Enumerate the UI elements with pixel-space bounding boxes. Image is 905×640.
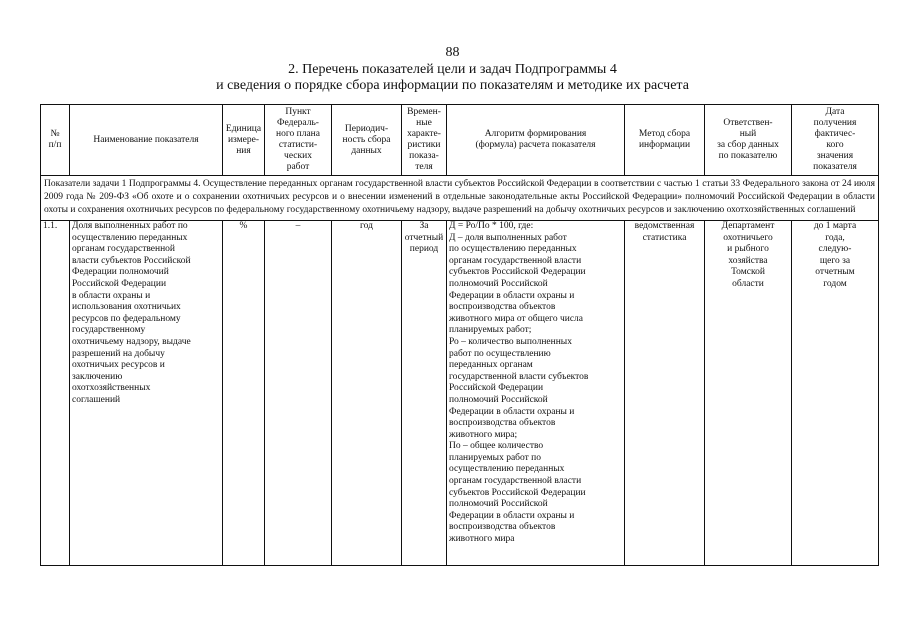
text-line: Времен- — [407, 107, 441, 117]
text-line: субъектов Российской Федерации — [449, 267, 586, 278]
text-line: ристики — [407, 140, 441, 150]
cell-federal-plan: – — [265, 221, 332, 566]
text-line: воспроизводства объектов — [449, 522, 556, 533]
text-line: в области охраны и — [72, 290, 151, 301]
text-line: ного плана — [276, 129, 320, 139]
text-line: Наименование показателя — [93, 134, 199, 145]
header-actual-date — [792, 105, 879, 176]
text-line: работ — [286, 162, 310, 172]
cell-number: 1.1. — [41, 221, 70, 566]
text-line: Д = Ро/По * 100, где: — [449, 221, 534, 231]
header-unit — [223, 105, 265, 176]
header-indicator-name — [70, 105, 223, 176]
text-line: за сбор данных — [717, 140, 779, 150]
text-line: животного мира от общего числа — [449, 313, 583, 324]
text-line: охотничьих ресурсов и — [72, 360, 165, 371]
text-line: власти субъектов Российской — [72, 255, 191, 266]
text-line: № — [50, 129, 60, 139]
table-row — [41, 221, 879, 566]
text-line: переданных органам — [449, 360, 533, 371]
text-line: полномочий Российской — [449, 394, 548, 405]
text-line: Пункт — [285, 107, 311, 117]
section-text: Показатели задачи 1 Подпрограммы 4. Осуществление переданных органам государственной власти субъектов Российской Федерации в соответствии с частью 1 статьи 33 Федерального закона от 24 июля 2009 года № 209-ФЗ «Об охоте и о сохранении охотничьих ресурсов и о внесении изменений в отдельные законодательные акты Российской Федерации» полномочий Российской Федерации в области охоты и сохранения охотничьих ресурсов по федеральному государственному охотничьему надзору, выдаче разрешений на добычу охотничьих ресурсов и заключению охотхозяйственных соглашений — [41, 176, 879, 221]
text-line: фактичес- — [814, 129, 856, 139]
title-line-2: и сведения о порядке сбора информации по показателям и методике их расчета — [216, 78, 689, 93]
text-line: данных — [351, 145, 382, 156]
text-line: охотхозяйственных — [72, 383, 151, 394]
text-line: Ро – количество выполненных — [449, 336, 572, 347]
text-line: (формула) расчета показателя — [475, 140, 596, 150]
text-line: заключению — [72, 371, 123, 382]
cell-unit: % — [223, 221, 265, 566]
header-periodicity — [332, 105, 402, 176]
header-algorithm — [447, 105, 625, 176]
header-collection-method — [625, 105, 705, 176]
text-line: Периодич- — [344, 123, 389, 134]
text-line: планируемых работ; — [449, 325, 532, 336]
text-line: годом — [823, 278, 847, 289]
text-line: ный — [739, 129, 757, 139]
text-line: значения — [816, 151, 854, 161]
text-line: соглашений — [72, 394, 121, 405]
section-row — [41, 176, 879, 221]
cell-responsible — [705, 221, 792, 566]
table-header-row — [41, 105, 879, 176]
text-line: показателя — [813, 162, 857, 172]
text-line: планируемых работ по — [449, 452, 541, 463]
text-line: Федерации в области охраны и — [449, 510, 575, 521]
text-line: Доля выполненных работ по — [72, 221, 188, 231]
text-line: государственному — [72, 325, 146, 336]
text-line: отчетный — [404, 232, 444, 243]
text-line: органам государственной власти — [449, 476, 582, 487]
text-line: Ответствен- — [723, 118, 773, 128]
text-line: Метод сбора — [638, 129, 691, 139]
text-line: Алгоритм формирования — [484, 129, 587, 139]
text-line: Российской Федерации — [72, 278, 167, 289]
indicators-table — [40, 104, 879, 566]
text-line: Дата — [825, 107, 845, 117]
text-line: осуществлению переданных — [72, 232, 188, 243]
text-line: следую- — [818, 244, 852, 255]
text-line: работ по осуществлению — [449, 348, 551, 359]
text-line: кого — [826, 140, 844, 150]
cell-time-characteristics — [402, 221, 447, 566]
text-line: по показателю — [718, 151, 778, 161]
text-line: Д – доля выполненных работ — [449, 232, 567, 243]
text-line: и рыбного — [727, 244, 769, 255]
text-line: Федераль- — [277, 118, 319, 128]
text-line: п/п — [48, 140, 62, 150]
text-line: разрешений на добычу — [72, 348, 165, 359]
text-line: ресурсов по федеральному — [72, 313, 181, 324]
text-line: Федерации в области охраны и — [449, 290, 575, 301]
page-number: 88 — [445, 45, 460, 60]
text-line: животного мира; — [449, 429, 518, 440]
cell-collection-method: ведомственная статистика — [625, 221, 705, 566]
cell-indicator-name — [70, 221, 223, 566]
text-line: субъектов Российской Федерации — [449, 487, 586, 498]
text-line: воспроизводства объектов — [449, 302, 556, 313]
text-line: отчетным — [815, 267, 855, 278]
text-line: получения — [813, 118, 857, 128]
text-line: использования охотничьих — [72, 302, 181, 313]
text-line: по осуществлению переданных — [449, 244, 577, 255]
text-line: ния — [236, 145, 251, 156]
text-line: Федерации в области охраны и — [449, 406, 575, 417]
text-line: органам государственной — [72, 244, 176, 255]
text-line: государственной власти субъектов — [449, 371, 589, 382]
text-line: Российской Федерации — [449, 383, 544, 394]
cell-periodicity: год — [332, 221, 402, 566]
text-line: статисти- — [278, 140, 318, 150]
text-line: охотничьего — [723, 232, 773, 243]
text-line: Томской — [731, 267, 765, 278]
text-line: По – общее количество — [449, 441, 544, 452]
text-line: измере- — [227, 134, 260, 145]
text-line: показа- — [409, 151, 439, 161]
text-line: года, — [825, 232, 845, 243]
text-line: За — [419, 221, 429, 231]
text-line: до 1 марта — [813, 221, 857, 231]
text-line: ность сбора — [342, 134, 391, 145]
text-line: Федерации полномочий — [72, 267, 169, 278]
text-line: животного мира — [449, 534, 515, 545]
text-line: области — [732, 278, 764, 289]
text-line: органам государственной власти — [449, 255, 582, 266]
header-time-characteristics — [402, 105, 447, 176]
text-line: осуществлению переданных — [449, 464, 565, 475]
text-line: информации — [638, 140, 691, 150]
text-line: воспроизводства объектов — [449, 418, 556, 429]
text-line: полномочий Российской — [449, 499, 548, 510]
text-line: характе- — [407, 129, 441, 139]
text-line: щего за — [819, 255, 851, 266]
text-line: Департамент — [721, 221, 775, 231]
text-line: Единица — [225, 123, 262, 134]
cell-algorithm — [447, 221, 625, 566]
title-line-1: 2. Перечень показателей цели и задач Подпрограммы 4 — [288, 62, 617, 77]
text-line: ные — [416, 118, 432, 128]
text-line: период — [409, 244, 439, 255]
text-line: охотничьему надзору, выдаче — [72, 336, 191, 347]
text-line: полномочий Российской — [449, 278, 548, 289]
header-federal-plan — [265, 105, 332, 176]
text-line: ческих — [284, 151, 312, 161]
text-line: хозяйства — [728, 255, 768, 266]
document-title — [0, 62, 905, 94]
cell-actual-date — [792, 221, 879, 566]
text-line: теля — [415, 162, 433, 172]
header-number — [41, 105, 70, 176]
header-responsible — [705, 105, 792, 176]
